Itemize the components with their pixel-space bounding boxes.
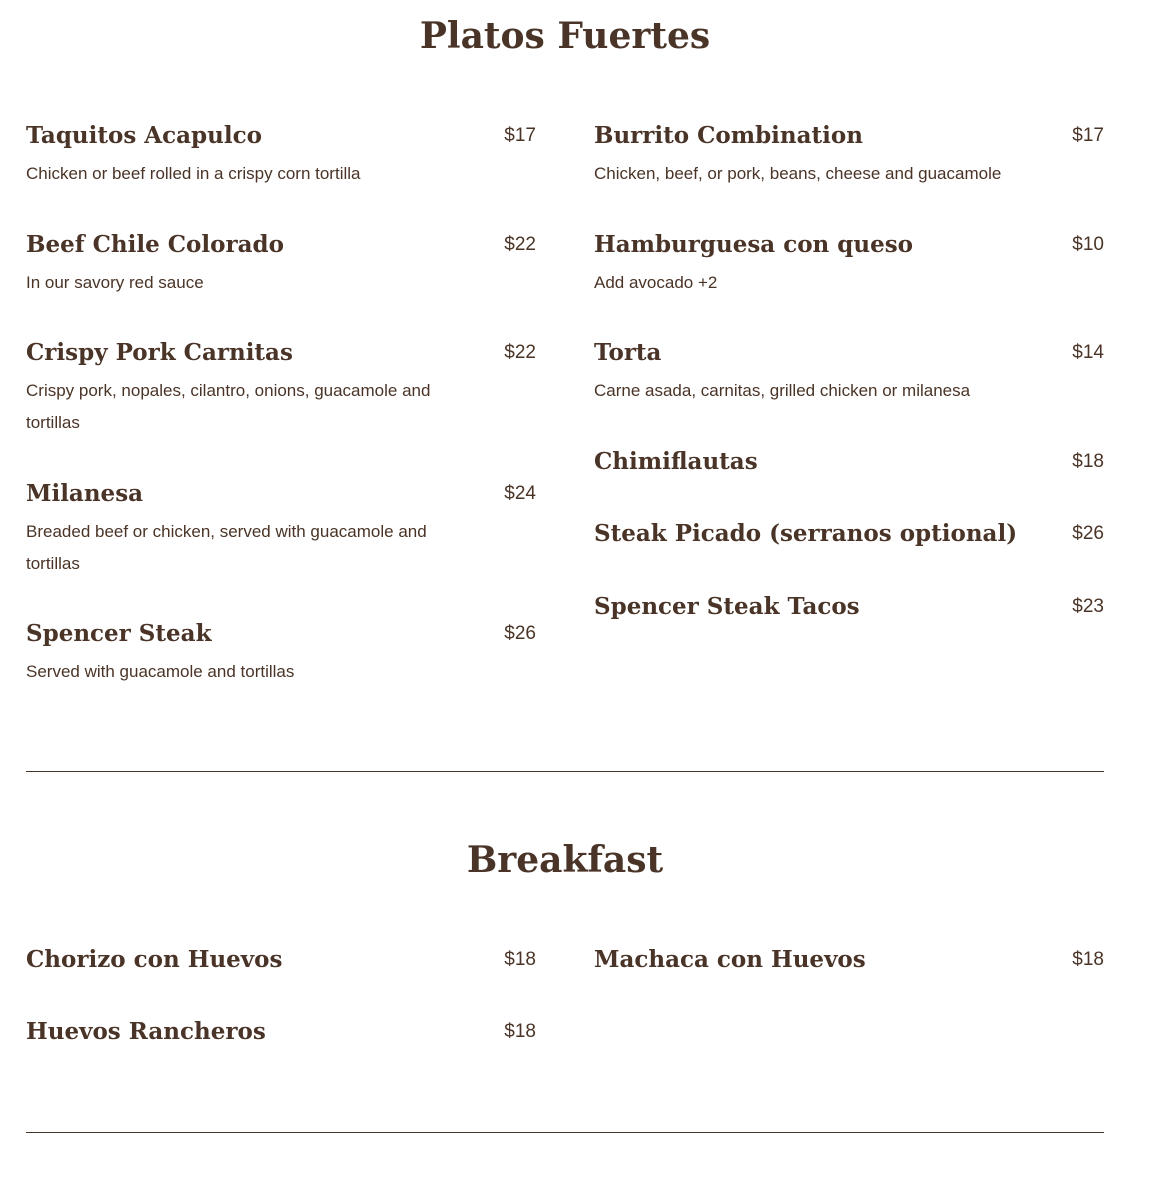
- menu-item-description: Served with guacamole and tortillas: [26, 662, 295, 681]
- menu-column-right: [594, 944, 1104, 984]
- menu-item: [594, 337, 1104, 446]
- menu-item: [26, 944, 536, 1016]
- menu-item: [26, 337, 536, 478]
- menu-item-price: $26: [1072, 523, 1104, 544]
- menu-item-name: Huevos Rancheros: [26, 1018, 266, 1045]
- menu-item-price: $23: [1072, 596, 1104, 617]
- menu-item-description: Chicken or beef rolled in a crispy corn tortilla: [26, 164, 361, 183]
- menu-column-right: [594, 120, 1104, 631]
- menu-item-name: Spencer Steak Tacos: [594, 593, 860, 620]
- menu-item: [594, 518, 1104, 591]
- menu-item: [594, 944, 1104, 984]
- section-title: Breakfast: [466, 839, 664, 881]
- menu-item-name: Chimiflautas: [594, 448, 758, 475]
- menu-item-name: Torta: [594, 339, 662, 366]
- menu-item: [26, 1016, 536, 1056]
- menu-column-left: [26, 120, 536, 698]
- menu-item-price: $10: [1072, 234, 1104, 255]
- menu-item-price: $22: [504, 234, 536, 255]
- menu-item-price: $17: [504, 125, 536, 146]
- menu-item-name: Machaca con Huevos: [594, 946, 866, 973]
- menu-item-price: $24: [504, 483, 536, 504]
- menu-item-name: Spencer Steak: [26, 620, 212, 647]
- menu-item: [26, 478, 536, 618]
- menu-item-price: $26: [504, 623, 536, 644]
- menu-item-description: Add avocado +2: [594, 273, 718, 292]
- menu-item: [26, 618, 536, 698]
- menu-item-name: Burrito Combination: [594, 122, 863, 149]
- section-divider: [26, 1132, 1104, 1133]
- menu-item: [594, 591, 1104, 631]
- menu-item: [594, 120, 1104, 229]
- section-divider: [26, 771, 1104, 772]
- menu-item-price: $18: [1072, 451, 1104, 472]
- menu-item-description: Crispy pork, nopales, cilantro, onions, guacamole and tortillas: [26, 381, 431, 432]
- menu-item-name: Hamburguesa con queso: [594, 231, 913, 258]
- menu-item: [594, 446, 1104, 518]
- menu-item-price: $18: [1072, 949, 1104, 970]
- menu-item-name: Beef Chile Colorado: [26, 231, 284, 258]
- menu-item-description: Breaded beef or chicken, served with guacamole and tortillas: [26, 522, 427, 573]
- menu-item-price: $18: [504, 949, 536, 970]
- menu-item-name: Milanesa: [26, 480, 144, 507]
- menu-item-price: $18: [504, 1021, 536, 1042]
- menu-item: [26, 120, 536, 229]
- menu-item-name: Crispy Pork Carnitas: [26, 339, 293, 366]
- menu-item-description: Chicken, beef, or pork, beans, cheese and guacamole: [594, 164, 1002, 183]
- menu-item-name: Taquitos Acapulco: [26, 122, 262, 149]
- menu-item-description: Carne asada, carnitas, grilled chicken or milanesa: [594, 381, 971, 400]
- menu-item: [594, 229, 1104, 337]
- menu-item: [26, 229, 536, 337]
- menu-item-description: In our savory red sauce: [26, 273, 204, 292]
- menu-item-price: $14: [1072, 342, 1104, 363]
- section-title: Platos Fuertes: [419, 15, 711, 57]
- menu-item-name: Steak Picado (serranos optional): [594, 520, 1018, 547]
- menu-item-name: Chorizo con Huevos: [26, 946, 283, 973]
- menu-item-price: $22: [504, 342, 536, 363]
- menu-item-price: $17: [1072, 125, 1104, 146]
- menu-column-left: [26, 944, 536, 1056]
